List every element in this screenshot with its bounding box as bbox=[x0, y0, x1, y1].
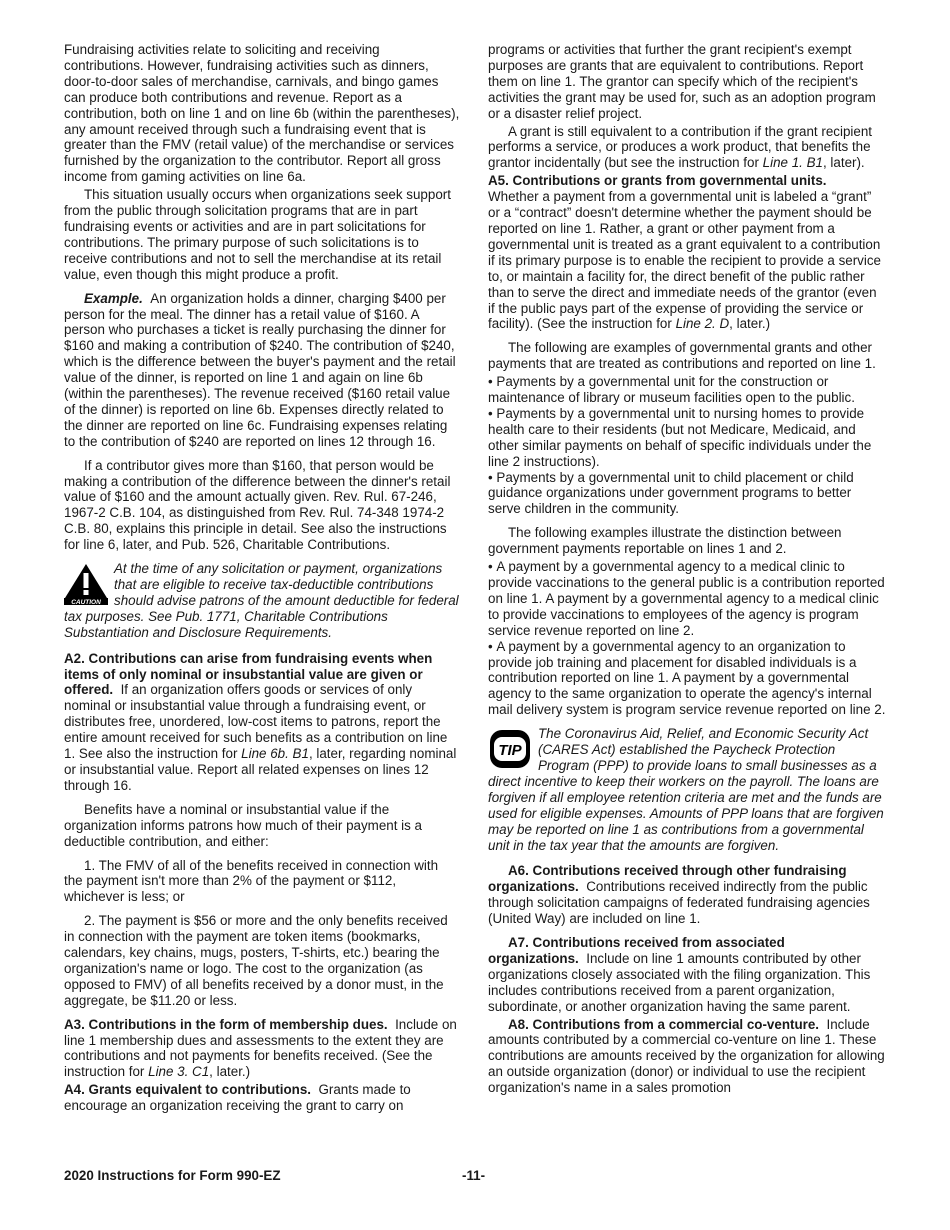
list-item: • Payments by a governmental unit to nursing homes to provide health care to their residents (but not Medicare, Medicaid, and other similar payments on behalf of specific individuals under the line 2 instructions). bbox=[488, 406, 886, 470]
tip-text: The Coronavirus Aid, Relief, and Economic Security Act (CARES Act) established the Paycheck Protection Program (PPP) to provide loans to small businesses as a direct incentive to keep their workers on the payroll. The loans are forgiven if all employee retention criteria are met and the funds are used for eligible expenses. Amounts of PPP loans that are forgiven may be reported on line 1 as contributions from a governmental unit in the tax year that the amounts are forgiven. bbox=[488, 726, 884, 853]
caution-icon bbox=[64, 563, 108, 605]
list-item-1: 1. The FMV of all of the benefits received in connection with the payment isn't more than 2% of the payment or $112, whichever is less; or bbox=[64, 857, 439, 905]
a6-heading: A6. Contributions received through other fundraising organizations. bbox=[488, 863, 847, 895]
tip-icon bbox=[488, 728, 532, 770]
paragraph: Fundraising activities relate to soliciting and receiving contributions. However, fundraising activities such as dinners, door-to-door sales of merchandise, carnivals, and bingo games can produce both contributions and revenue. Report as a contribution, both on line 1 and on line 6b (within the parentheses), any amount received through such a fundraising event that is greater than the FMV (retail value) of the merchandise or services furnished by the organization to the contributor. Report all gross income from gaming activities on line 6a. bbox=[64, 42, 460, 185]
line1-ref: Line 1. B1 bbox=[762, 155, 823, 171]
list-item: • Payments by a governmental unit for the construction or maintenance of library or museum facilities open to the public. bbox=[488, 374, 886, 406]
a2-paragraph: A2. Contributions can arise from fundraising events when items of only nominal or insubstantial value are given or offered. If an organization offers goods or services of only nominal or insubstantial value through a fundraising event, or distributes free, unordered, low-cost items to patrons, report the entire amount received for such benefits as a contribution on line 1. See also the instruction for Line 6b. B1, later, regarding nominal or insubstantial value. Report all related expenses on lines 12 through 16. bbox=[64, 650, 457, 793]
a8-heading: A8. Contributions from a commercial co-venture. bbox=[508, 1016, 820, 1032]
a7-heading: A7. Contributions received from associated organizations. bbox=[488, 935, 785, 966]
caution-note bbox=[64, 561, 460, 641]
a4-heading: A4. Grants equivalent to contributions. bbox=[64, 1082, 312, 1098]
paragraph: This situation usually occurs when organizations seek support from the public through solicitation programs that are in part fundraising events or activities and are in part solicitations for contributions. The primary purpose of such solicitations is to receive contributions and not to sell the merchandise at its retail value, even though this might produce a profit. bbox=[64, 187, 451, 282]
example-paragraph bbox=[64, 291, 460, 450]
a5-heading: A5. Contributions or grants from governmental units. bbox=[488, 173, 827, 189]
a5-ref: Line 2. D bbox=[675, 316, 730, 332]
list-item: • A payment by a governmental agency to a medical clinic to provide vaccinations to the general public is a contribution reported on line 1. A payment by a governmental agency to a medical clinic to provide vaccinations to employees of the agency is program service revenue reported on line 2. bbox=[488, 559, 886, 639]
a8-paragraph: A8. Contributions from a commercial co-venture. Include amounts contributed by a commercial co-venture on line 1. These contributions are amounts received by the organization for allowing an outside organization (donor) or individual to use the recipient organization's name in a sales promotion bbox=[488, 1016, 885, 1096]
list-item: • A payment by a governmental agency to an organization to provide job training and placement for disabled individuals is a contribution reported on line 1. A payment by a governmental agency to the same organization to operate the agency's internal mail delivery system is program service revenue reported on line 2. bbox=[488, 639, 886, 719]
paragraph: The following examples illustrate the distinction between government payments reportable on lines 1 and 2. bbox=[488, 525, 842, 557]
a3-ref: Line 3. C1 bbox=[148, 1064, 210, 1080]
list-item: • Payments by a governmental unit to child placement or child guidance organizations under government programs to better serve children in the community. bbox=[488, 470, 886, 518]
tip-label: TIP bbox=[498, 742, 522, 760]
tip-note bbox=[488, 726, 886, 853]
a5-paragraph: A5. Contributions or grants from governmental units. Whether a payment from a governmental unit is labeled a “grant” or a “contract” doesn't determine whether the payment should be reported on line 1. Rather, a grant or other payment from a governmental unit is treated as a grant equivalent to a contribution if its primary purpose is to enable the recipient to provide a service to, or maintain a facility for, the direct benefit of the public rather than to serve the direct and immediate needs of the grantor (even if the public pays part of the expense of providing the service or facility). (See the instruction for Line 2. D, later.) bbox=[488, 173, 881, 332]
paragraph: Benefits have a nominal or insubstantial value if the organization informs patrons how much of their payment is a deductible contribution, and either: bbox=[64, 801, 423, 849]
a6-paragraph: A6. Contributions received through other fundraising organizations. Contributions received indirectly from the public through solicitation campaigns of federated fundraising agencies (United Way) are included on line 1. bbox=[488, 863, 870, 927]
caution-label: CAUTION bbox=[71, 599, 101, 606]
a7-paragraph: A7. Contributions received from associated organizations. Include on line 1 amounts contributed by other organizations closely associated with the filing organization. This includes contributions received from a parent organization, subordinate, or another organization having the same parent. bbox=[488, 935, 871, 1014]
left-column bbox=[64, 42, 460, 1122]
caution-text: At the time of any solicitation or payment, organizations that are eligible to receive tax-deductible contributions should advise patrons of the amount deductible for federal tax purposes. See Pub. 1771, Charitable Contributions Substantiation and Disclosure Requirements. bbox=[64, 561, 459, 640]
footer-title: 2020 Instructions for Form 990-EZ bbox=[64, 1168, 281, 1183]
a4-paragraph: A4. Grants equivalent to contributions. Grants made to encourage an organization receiving the grant to carry on bbox=[64, 1082, 411, 1114]
page-footer bbox=[64, 1168, 886, 1184]
paragraph: programs or activities that further the grant recipient's exempt purposes are grants that are equivalent to contributions. Report them on line 1. The grantor can specify which of the recipient's activities the grant may be used for, such as an adoption program or a disaster relief project. bbox=[488, 42, 876, 121]
list-item-2: 2. The payment is $56 or more and the only benefits received in connection with the payment are token items (bookmarks, calendars, key chains, mugs, posters, T-shirts, etc.) bearing the organization's name or logo. The cost to the organization (as opposed to FMV) of all benefits received by a donor must, in the aggregate, be $11.20 or less. bbox=[64, 913, 448, 1008]
paragraph: A grant is still equivalent to a contribution if the grant recipient performs a service, or produces a work product, that benefits the grantor incidentally (but see the instruction for Line 1. B1, later). bbox=[488, 123, 872, 171]
right-column bbox=[488, 42, 886, 1104]
paragraph: If a contributor gives more than $160, that person would be making a contribution of the difference between the dinner's retail value of $160 and the amount actually given. Rev. Rul. 67-246, 1967-2 C.B. 104, as distinguished from Rev. Rul. 74-348 1974-2 C.B. 80, explains this principle in detail. See also the instructions for line 6, later, and Pub. 526, Charitable Contributions. bbox=[64, 457, 451, 553]
example-label: Example. bbox=[84, 290, 143, 306]
a3-heading: A3. Contributions in the form of membership dues. bbox=[64, 1016, 388, 1032]
a2-ref: Line 6b. B1 bbox=[241, 746, 309, 762]
paragraph: The following are examples of governmental grants and other payments that are treated as contributions and reported on line 1. bbox=[488, 340, 876, 372]
example-text: An organization holds a dinner, charging $400 per person for the meal. The dinner has a retail value of $160. A person who purchases a ticket is really purchasing the dinner for $160 and making a contribution of $240. The contribution of $240, which is the difference between the buyer's payment and the retail value of the dinner, is reported on line 1 and again on line 6b (within the parentheses). The revenue received ($160 retail value of the dinner) is reported on line 6b. Expenses directly related to the dinner are reported on line 6c. Fundraising expenses relating to the contribution of $240 are reported on lines 12 through 16. bbox=[64, 290, 456, 449]
a3-paragraph: A3. Contributions in the form of membership dues. Include on line 1 membership dues and assessments to the extent they are contributions and not payments for benefits received. (See the instruction for Line 3. C1, later.) bbox=[64, 1016, 457, 1080]
page-number: -11- bbox=[462, 1168, 486, 1183]
a2-heading: A2. Contributions can arise from fundraising events when items of only nominal or insubstantial value are given or offered. bbox=[64, 650, 433, 698]
